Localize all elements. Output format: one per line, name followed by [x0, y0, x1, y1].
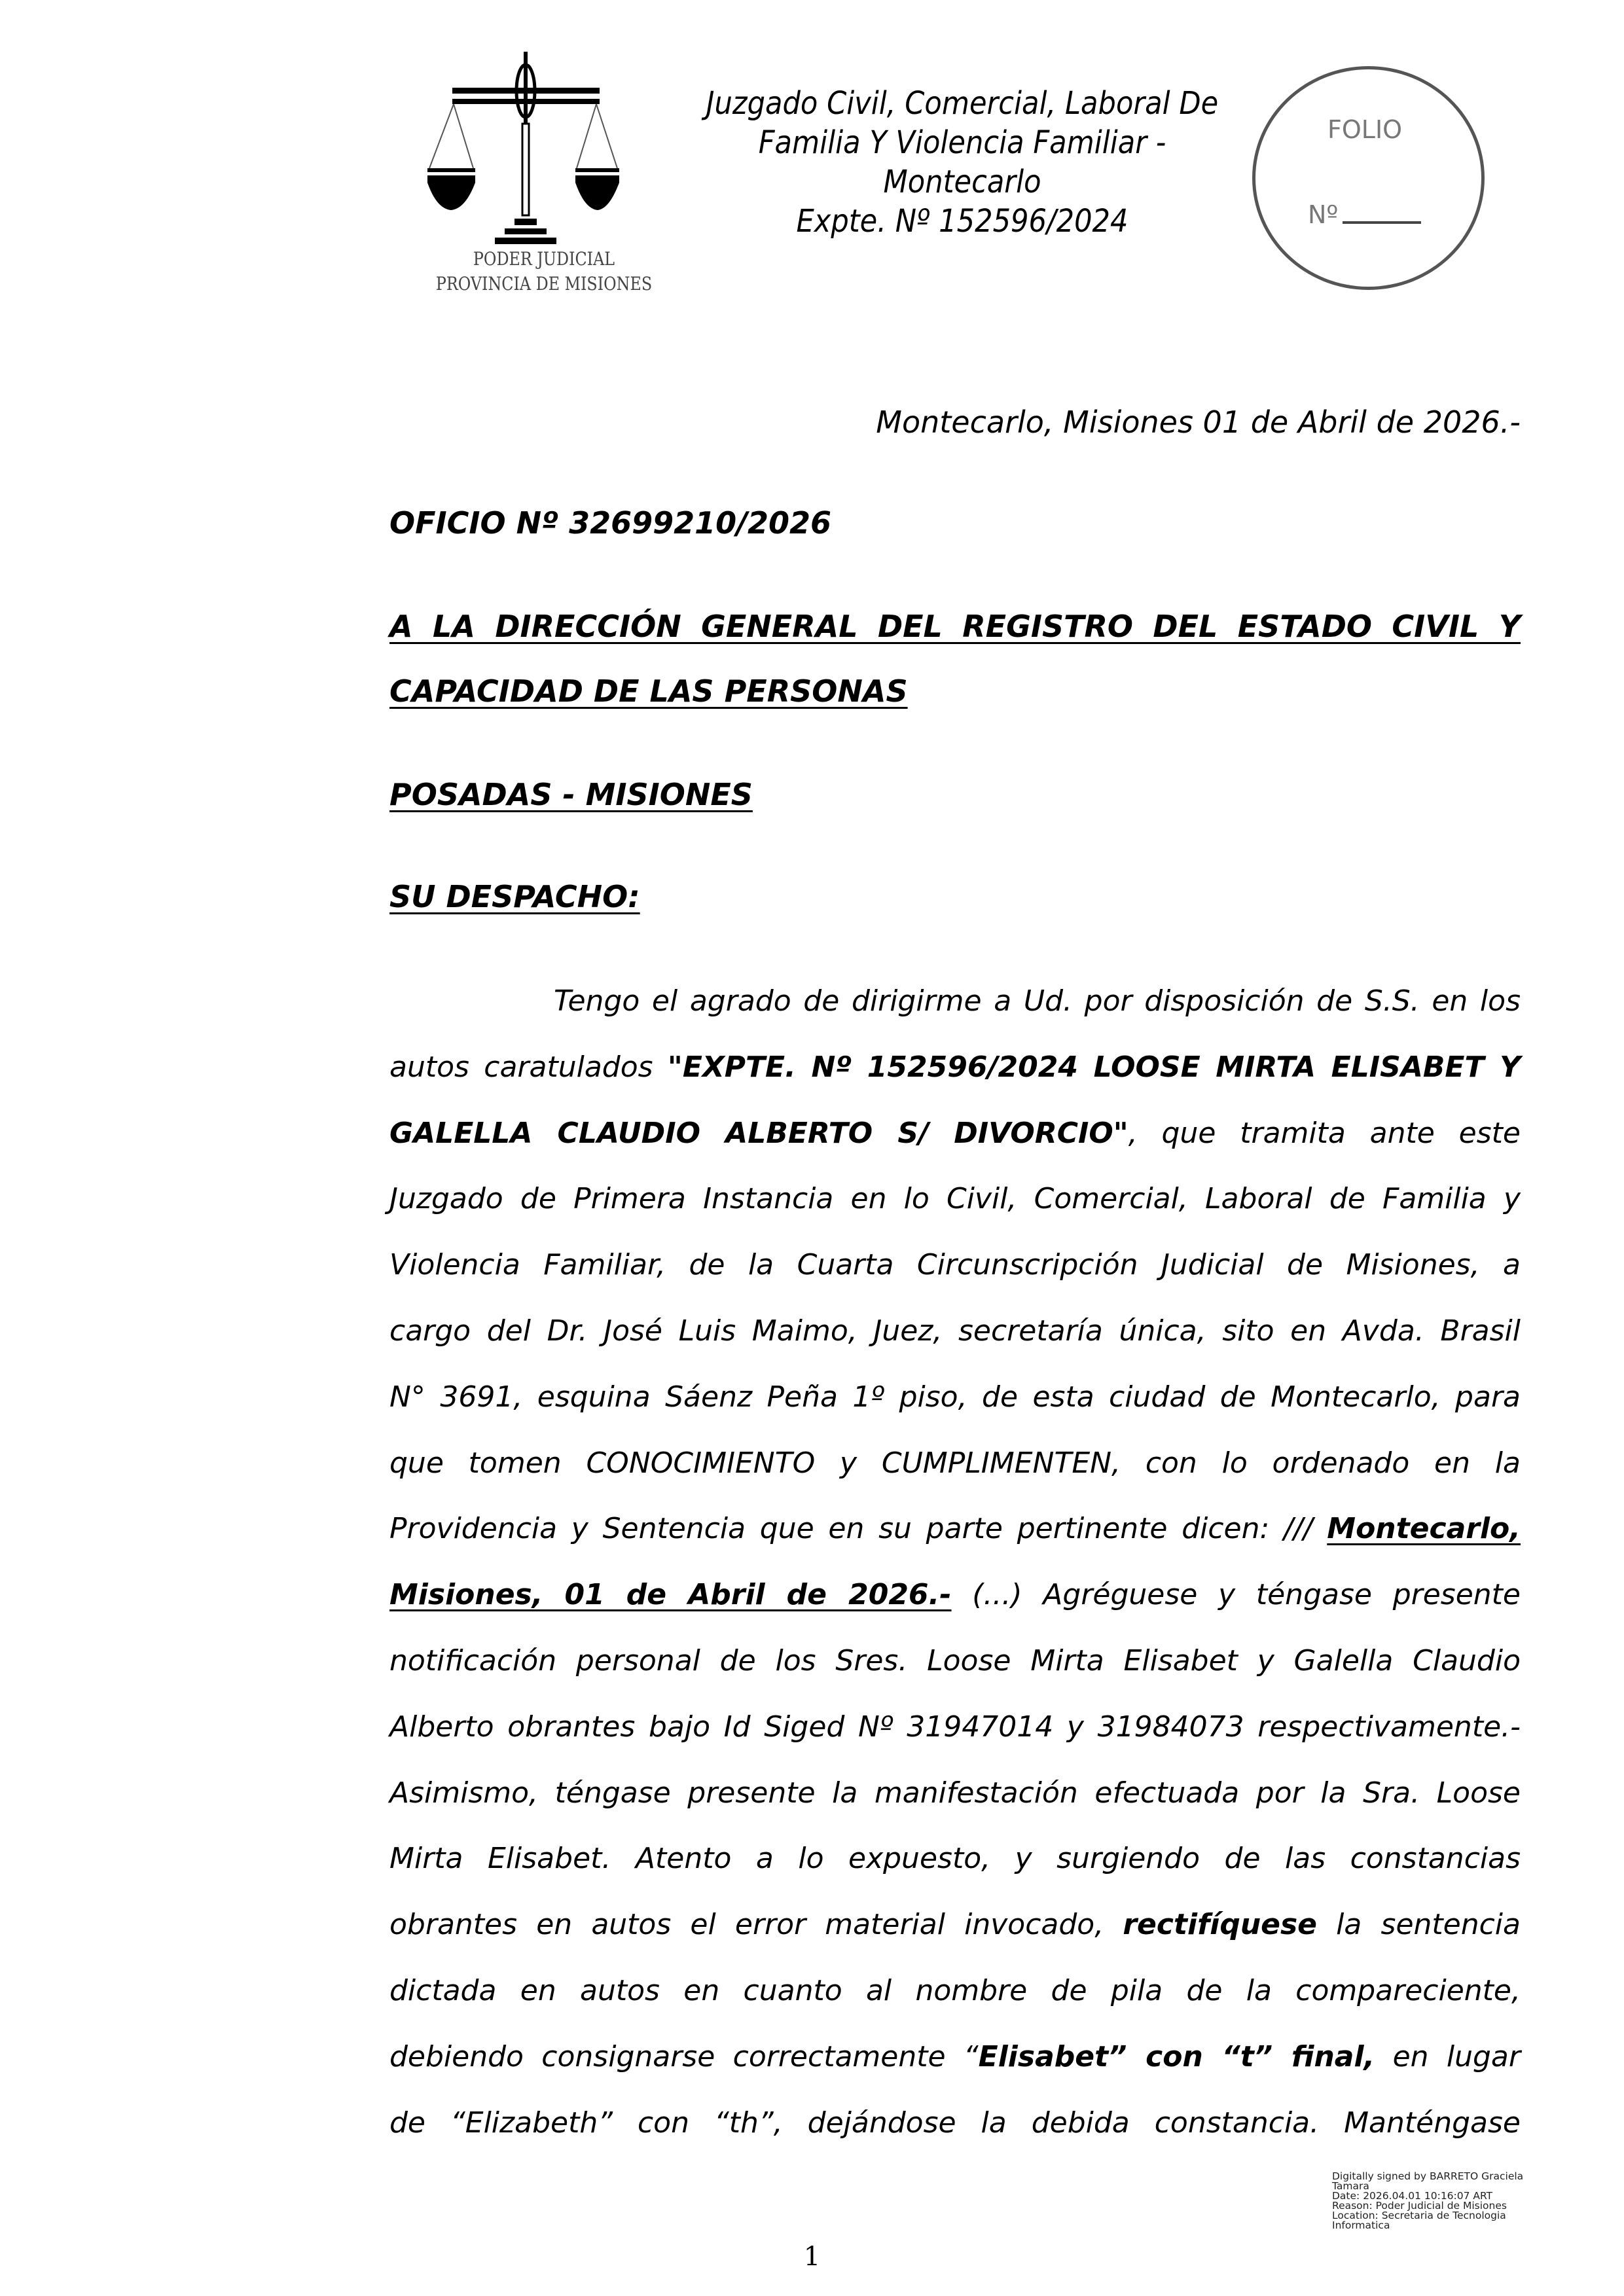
- body-text: Asimismo, téngase presente la manifestación efectuada por la Sra. Loose: [389, 1776, 1521, 1810]
- recipient-city: POSADAS - MISIONES: [389, 777, 753, 812]
- body-text: (...) Agréguese y téngase presente: [951, 1578, 1521, 1612]
- body-line: [389, 1708, 1521, 1747]
- body-text: Violencia Familiar, de la Cuarta Circunscripción Judicial de Misiones, a: [389, 1248, 1521, 1282]
- court-header-line: Montecarlo: [883, 164, 1041, 200]
- body-line: [389, 1774, 1521, 1813]
- body-line: [389, 1048, 1521, 1087]
- body-line: [389, 1312, 1521, 1351]
- poder-judicial-logo: [413, 52, 675, 294]
- signature-date: Date: 2026.04.01 10:16:07 ART: [1332, 2190, 1493, 2202]
- body-text: notificación personal de los Sres. Loose Mirta Elisabet y Galella Claudio: [389, 1644, 1521, 1677]
- body-text-bold: Misiones, 01 de Abril de 2026.-: [389, 1578, 952, 1612]
- logo-text-line2: PROVINCIA DE MISIONES: [435, 273, 653, 295]
- body-text: la sentencia: [1317, 1908, 1521, 1942]
- body-text: Juzgado de Primera Instancia en lo Civil, Comercial, Laboral de Familia y: [389, 1182, 1521, 1216]
- digital-signature: [1332, 2172, 1523, 2231]
- folio-stamp: [1252, 66, 1485, 290]
- body-text: Providencia y Sentencia que en su parte pertinente dicen: ///: [389, 1512, 1327, 1546]
- body-text: que tomen CONOCIMIENTO y CUMPLIMENTEN, con lo ordenado en la: [389, 1446, 1521, 1480]
- signature-line: Digitally signed by BARRETO Graciela: [1332, 2170, 1524, 2182]
- body-line: [389, 1839, 1521, 1878]
- signature-location: Location: Secretaria de Tecnologia: [1332, 2210, 1506, 2221]
- body-text-bold: GALELLA CLAUDIO ALBERTO S/ DIVORCIO": [389, 1116, 1128, 1150]
- body-text: debiendo consignarse correctamente “: [389, 2039, 979, 2073]
- body-text: de “Elizabeth” con “th”, dejándose la debida constancia. Manténgase: [389, 2106, 1521, 2140]
- folio-number-label: Nº: [1308, 200, 1339, 229]
- body-text: Mirta Elisabet. Atento a lo expuesto, y surgiendo de las constancias: [389, 1842, 1521, 1876]
- body-text: Tengo el agrado de dirigirme a Ud. por disposición de S.S. en los: [554, 984, 1521, 1018]
- body-text-bold: rectifíquese: [1123, 1908, 1318, 1942]
- body-line: [389, 1246, 1521, 1285]
- body-line: [389, 1575, 1521, 1615]
- body-line: [554, 982, 1521, 1021]
- body-text: Alberto obrantes bajo Id Siged Nº 31947014 y 31984073 respectivamente.-: [389, 1710, 1521, 1744]
- signature-reason: Reason: Poder Judicial de Misiones: [1332, 2200, 1507, 2212]
- body-text: N° 3691, esquina Sáenz Peña 1º piso, de esta ciudad de Montecarlo, para: [389, 1380, 1521, 1414]
- body-text-bold: Elisabet” con “t” final,: [978, 2039, 1375, 2073]
- body-text: autos caratulados: [389, 1050, 668, 1084]
- recipient-line2: CAPACIDAD DE LAS PERSONAS: [389, 673, 908, 709]
- case-number: Expte. Nº 152596/2024: [796, 203, 1128, 240]
- body-line: [389, 1179, 1521, 1219]
- court-header-line: Juzgado Civil, Comercial, Laboral De: [706, 85, 1219, 122]
- body-text-bold: "EXPTE. Nº 152596/2024 LOOSE MIRTA ELISABET Y: [667, 1050, 1521, 1084]
- body-line: [389, 1971, 1521, 2011]
- body-text: obrantes en autos el error material invocado,: [389, 1908, 1123, 1942]
- salutation: SU DESPACHO:: [389, 879, 640, 914]
- body-line: [389, 1641, 1521, 1681]
- recipient-line1: A LA DIRECCIÓN GENERAL DEL REGISTRO DEL ESTADO CIVIL Y: [389, 609, 1521, 644]
- page-number: 1: [803, 2242, 821, 2272]
- date-line: Montecarlo, Misiones 01 de Abril de 2026.-: [876, 404, 1521, 440]
- body-line: [389, 1509, 1521, 1549]
- folio-number-blank: [1343, 221, 1421, 224]
- body-line: [389, 1444, 1521, 1483]
- scales-of-justice-icon: [413, 52, 675, 248]
- body-line: [389, 2104, 1521, 2143]
- oficio-number: OFICIO Nº 32699210/2026: [389, 505, 831, 541]
- body-text: dictada en autos en cuanto al nombre de pila de la compareciente,: [389, 1974, 1521, 2007]
- body-text-bold: Montecarlo,: [1327, 1512, 1521, 1546]
- body-line: [389, 1114, 1521, 1153]
- signature-line: Tamara: [1332, 2180, 1369, 2192]
- body-line: [389, 1378, 1521, 1417]
- court-header: [691, 84, 1233, 241]
- body-line: [389, 1905, 1521, 1945]
- court-header-line: Familia Y Violencia Familiar -: [758, 124, 1166, 161]
- body-text: cargo del Dr. José Luis Maimo, Juez, secretaría única, sito en Avda. Brasil: [389, 1314, 1521, 1348]
- signature-line: Informatica: [1332, 2219, 1390, 2231]
- logo-text-line1: PODER JUDICIAL: [473, 248, 615, 270]
- body-text: , que tramita ante este: [1128, 1116, 1521, 1150]
- body-text: en lugar: [1375, 2039, 1521, 2073]
- body-line: [389, 2037, 1521, 2077]
- folio-label: FOLIO: [1327, 115, 1403, 144]
